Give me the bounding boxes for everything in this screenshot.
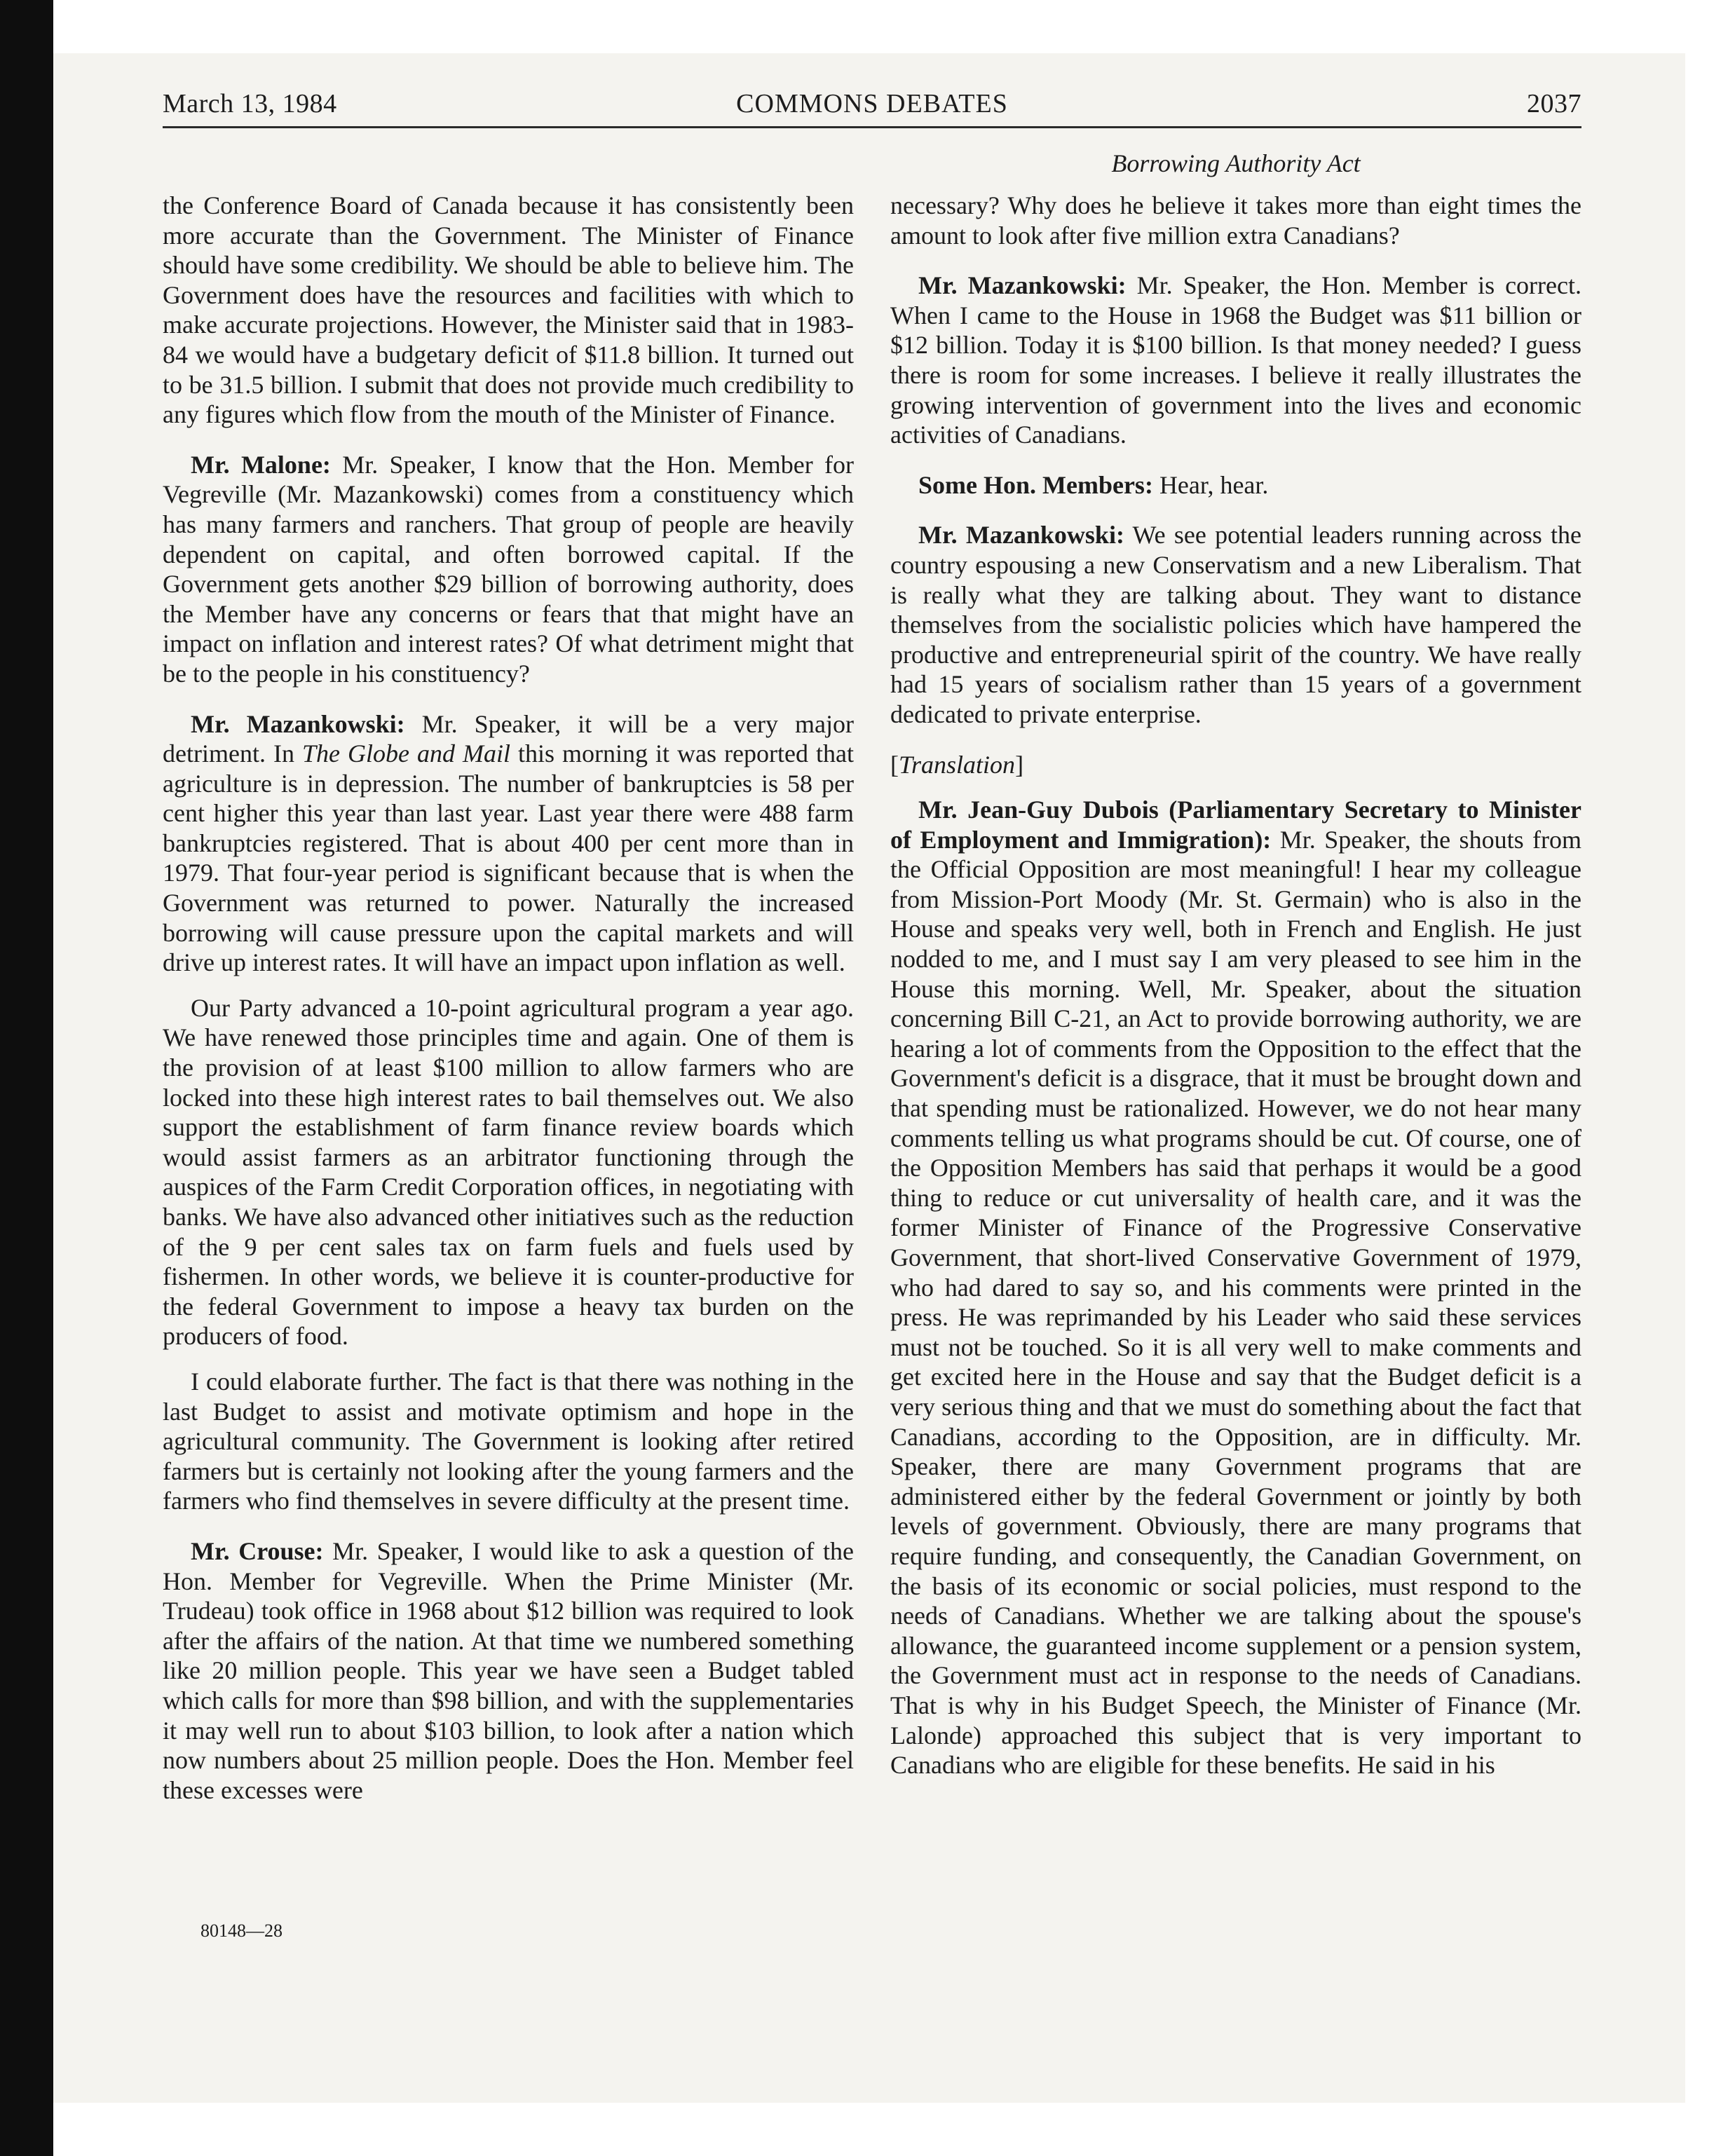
left-column — [163, 191, 854, 1805]
speech-text: Hear, hear. — [1152, 470, 1269, 499]
speaker-name: Mr. Mazankowski: — [191, 709, 405, 738]
print-code: 80148—28 — [200, 1920, 283, 1941]
translation-note: [Translation] — [890, 750, 1024, 779]
running-head: Borrowing Authority Act — [1111, 149, 1361, 177]
header-date: March 13, 1984 — [163, 89, 337, 118]
speaker-name: Mr. Crouse: — [191, 1536, 324, 1565]
speech-text: Mr. Speaker, the shouts from the Official Opposition are most meaningful! I hear my colleague from Mission-Port Moody (Mr. St. Germain) who is also in the House and speaks very well, both in French and English. He just nodded to me, and I must say I am very pleased to see him in the House this morning. Well, Mr. Speaker, about the situation concerning Bill C-21, an Act to provide borrowing authority, we are hearing a lot of comments from the Opposition to the effect that the Government's deficit is a disgrace, that it must be brought down and that spending must be rationalized. However, we do not hear many comments telling us what programs should be cut. Of course, one of the Opposition Members has said that perhaps it would be a good thing to reduce or cut universality of health care, and it was the former Minister of Finance of the Progressive Conservative Government, that short-lived Conservative Government of 1979, who had dared to say so, and his comments were printed in the press. He was reprimanded by his Leader who said these services must not be touched. So it is all very well to make comments and get excited here in the House and say that the Budget deficit is a very serious thing and that we must do something about the fact that Canadians, according to the Opposition, are in difficulty. Mr. Speaker, there are many Government programs that are administered either by the federal Government or jointly by both levels of government. Obviously, there are many programs that require funding, and consequently, the Canadian Government, on the basis of its economic or social policies, must respond to the needs of Canadians. Whether we are talking about the spouse's allowance, the guaranteed income supplement or a pension system, the Government must act in response to the needs of Canadians. That is why in his Budget Speech, the Minister of Finance (Mr. Lalonde) approached this subject that is very important to Canadians who are eligible for these benefits. He said in his — [890, 825, 1581, 1780]
speaker-name: Some Hon. Members: — [918, 470, 1153, 499]
translation-label: Translation — [899, 750, 1016, 779]
header-page-number: 2037 — [1527, 89, 1581, 118]
paragraph — [890, 271, 1581, 450]
speech-text: Mr. Speaker, I would like to ask a question of the Hon. Member for Vegreville. When the Prime Minister (Mr. Trudeau) took office in 1968 about $12 billion was required to look after the affairs of the nation. At that time we numbered something like 20 million people. This year we have seen a Budget tabled which calls for more than $98 billion, and with the supplementaries it may well run to about $103 billion, to look after a nation which now numbers about 25 million people. Does the Hon. Member feel these excesses were — [163, 1536, 854, 1804]
header-rule — [163, 126, 1581, 128]
paragraph — [890, 470, 1581, 500]
speaker-name: Mr. Malone: — [191, 450, 331, 479]
paragraph: I could elaborate further. The fact is that there was nothing in the last Budget to assist and motivate optimism and hope in the agricultural community. The Government is looking after retired farmers but is certainly not looking after the young farmers and the farmers who find themselves in severe difficulty at the present time. — [163, 1367, 854, 1515]
page-header — [163, 88, 1581, 125]
speech-text: Mr. Speaker, I know that the Hon. Member for Vegreville (Mr. Mazankowski) comes from a constituency which has many farmers and ranchers. That group of people are heavily dependent on capital, and often borrowed capital. If the Government gets another $29 billion of borrowing authority, does the Member have any concerns or fears that that might have an impact on inflation and interest rates? Of what detriment might that be to the people in his constituency? — [163, 450, 854, 688]
speaker-name: Mr. Mazankowski: — [918, 271, 1127, 300]
paragraph — [890, 795, 1581, 1780]
speaker-name: Mr. Jean-Guy Dubois (Parliamentary Secretary to Minister of Employment and Immigration): — [890, 796, 1581, 854]
paragraph — [163, 1536, 854, 1805]
speech-text: Mr. Speaker, the Hon. Member is correct. When I came to the House in 1968 the Budget was $11 billion or $12 billion. Today it is $100 billion. Is that money needed? I guess there is room for some increases. I believe it really illustrates the growing intervention of government into the lives and economic activities of Canadians. — [890, 271, 1581, 449]
paragraph — [163, 450, 854, 689]
paragraph — [890, 520, 1581, 729]
publication-title: The Globe and Mail — [301, 739, 510, 768]
speaker-name: Mr. Mazankowski: — [918, 521, 1124, 550]
paragraph — [163, 709, 854, 978]
right-column — [890, 191, 1581, 1780]
paragraph: necessary? Why does he believe it takes more than eight times the amount to look after five million extra Canadians? — [890, 191, 1581, 250]
speech-text: Mr. Speaker, it will be a very major detriment. In — [163, 709, 855, 768]
header-title: COMMONS DEBATES — [736, 89, 1008, 118]
paragraph: the Conference Board of Canada because it has consistently been more accurate than the Government. The Minister of Finance should have some credibility. We should be able to believe him. The Government does have the resources and facilities with which to make accurate projections. However, the Minister said that in 1983-84 we would have a budgetary deficit of $11.8 billion. It turned out to be 31.5 billion. I submit that does not provide much credibility to any figures which flow from the mouth of the Minister of Finance. — [163, 191, 854, 429]
paragraph: Our Party advanced a 10-point agricultural program a year ago. We have renewed those principles time and again. One of them is the provision of at least $100 million to allow farmers who are locked into these high interest rates to bail themselves out. We also support the establishment of farm finance review boards which would assist farmers as an arbitrator functioning through the auspices of the Farm Credit Corporation offices, in negotiating with banks. We have also advanced other initiatives such as the reduction of the 9 per cent sales tax on farm fuels and fuels used by fishermen. In other words, we believe it is counter-productive for the federal Government to impose a heavy tax burden on the producers of food. — [163, 993, 854, 1351]
scan-edge — [0, 0, 53, 2156]
speech-text: We see potential leaders running across the country espousing a new Conservatism and a new Liberalism. That is really what they are talking about. They want to distance themselves from the socialistic policies which have hampered the productive and entrepreneurial spirit of the country. We have really had 15 years of socialism rather than 15 years of a government dedicated to private enterprise. — [890, 521, 1581, 728]
speech-text: this morning it was reported that agriculture is in depression. The number of bankruptcies is 58 per cent higher this year than last year. Last year there were 488 farm bankruptcies registered. That is about 400 per cent more than in 1979. That four-year period is significant because that is when the Government was returned to power. Naturally the increased borrowing will cause pressure upon the capital markets and will drive up interest rates. It will have an impact upon inflation as well. — [163, 739, 854, 977]
